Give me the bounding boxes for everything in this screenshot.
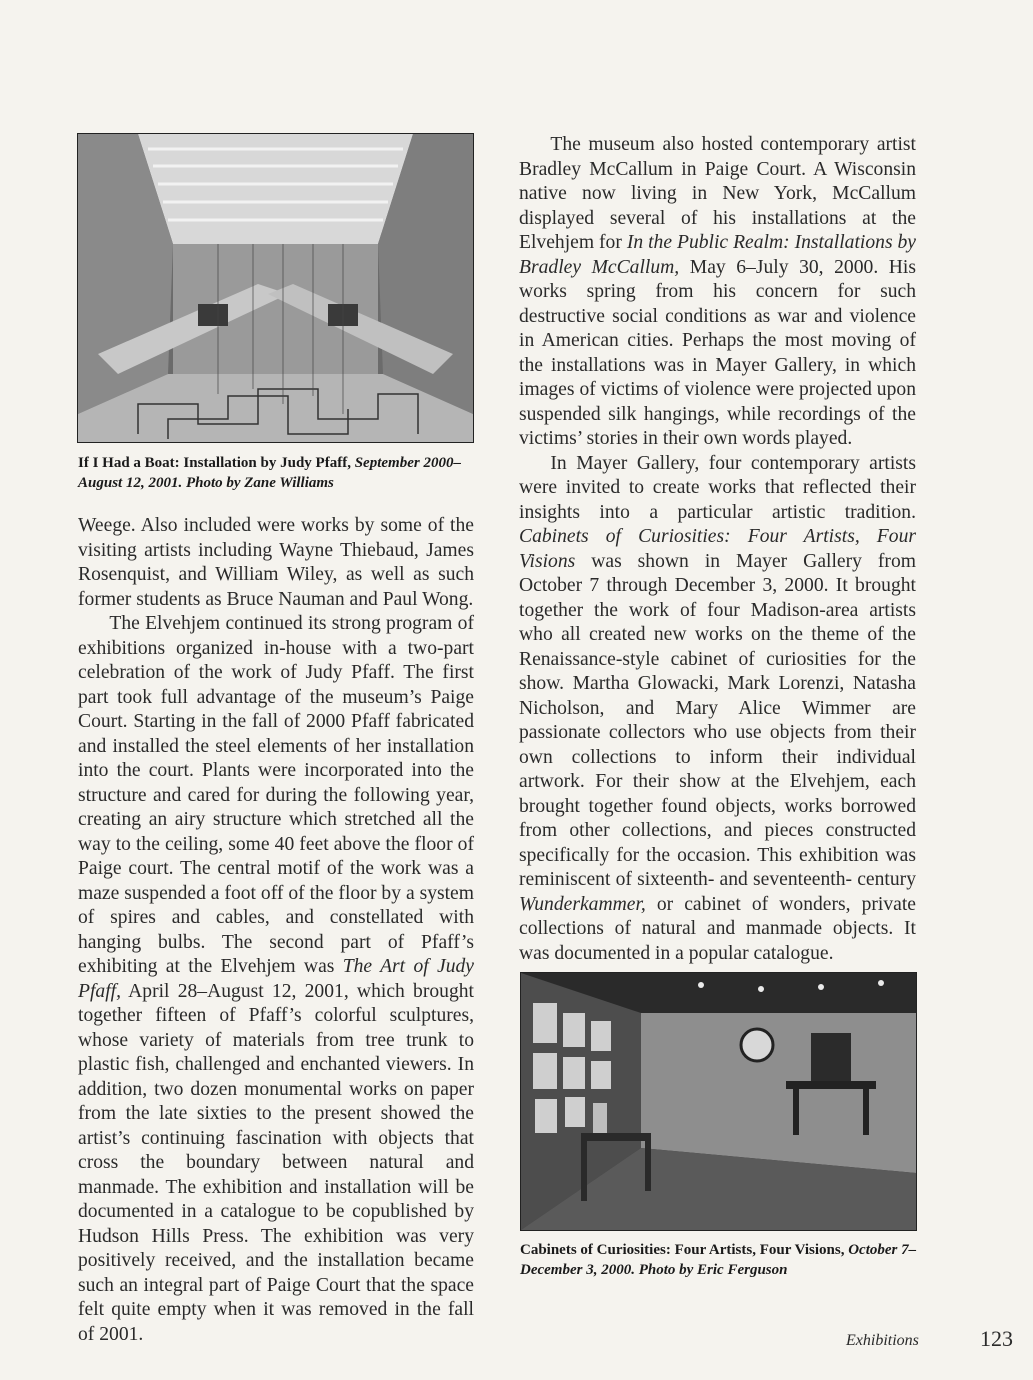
right-paragraph-1: The museum also hosted contemporary artist Bradley McCallum in Paige Court. A Wisconsin native now living in New York, McCallum displayed several of his installations at the Elvehjem for In the Public Realm: Installations by Bradley McCallum, May 6–July 30, 2000. His works spring from his concern for such destructive social conditions as war and violence in American cities. Perhaps the most moving of the installations was in Mayer Gallery, in which images of victims of violence were projected upon suspended silk hangings, while recordings of the victims’ stories in their own words played. xyxy=(519,134,917,449)
gallery-photo xyxy=(520,972,917,1231)
installation-photo-image xyxy=(78,134,473,442)
caption-title: If I Had a Boat: Installation by Judy Pfaff, xyxy=(78,455,355,471)
exhibition-title: The Art of Judy Pfaff, xyxy=(78,956,474,1002)
left-column xyxy=(78,514,474,1347)
installation-photo xyxy=(77,133,474,443)
right-paragraph-2: In Mayer Gallery, four contemporary artists were invited to create works that reflected their insights into a particular artistic tradition. Cabinets of Curiosities: Four Artists, Four Visions was shown in Mayer Gallery from October 7 through December 3, 2000. It brought together the work of four Madison-area artists who all created new works on the theme of the Renaissance-style cabinet of curiosities for the show. Martha Glowacki, Mark Lorenzi, Natasha Nicholson, and Mary Alice Wimmer are passionate collectors who use objects from their own collections to inform their individual artwork. For their show at the Elvehjem, each brought together found objects, works borrowed from other collections, and pieces constructed specifically for the occasion. This exhibition was reminiscent of sixteenth- and seventeenth- century Wunderkammer, or cabinet of wonders, private collections of natural and manmade objects. It was documented in a popular catalogue. xyxy=(519,452,916,964)
caption-title: Cabinets of Curiosities: Four Artists, Four Visions, xyxy=(520,1242,849,1258)
gallery-photo-caption xyxy=(520,1240,920,1280)
exhibition-title: In the Public Realm: Installations by Bradley McCallum, xyxy=(519,232,917,278)
installation-photo-caption xyxy=(78,453,478,493)
caption-credit: September 2000–August 12, 2001. Photo by Zane Williams xyxy=(78,455,461,491)
page-number: 123 xyxy=(980,1326,1013,1351)
right-column xyxy=(519,133,916,966)
exhibition-title: Cabinets of Curiosities: Four Artists, Four Visions xyxy=(519,526,916,572)
left-paragraph-1: Weege. Also included were works by some of the visiting artists including Wayne Thiebaud, James Rosenquist, and William Wiley, as well as such former students as Bruce Nauman and Paul Wong. xyxy=(78,515,474,610)
gallery-photo-image xyxy=(521,973,916,1230)
section-label: Exhibitions xyxy=(846,1332,919,1349)
term-wunderkammer: Wunderkammer, xyxy=(519,893,646,915)
left-paragraph-2: The Elvehjem continued its strong program of exhibitions organized in-house with a two-part celebration of the work of Judy Pfaff. The first part took full advantage of the museum’s Paige Court. Starting in the fall of 2000 Pfaff fabricated and installed the steel elements of her installation into the court. Plants were incorporated into the structure and cared for during the following year, creating an airy structure which stretched all the way to the ceiling, some 40 feet above the floor of Paige court. The central motif of the work was a maze suspended a foot off of the floor by a system of spires and cables, and constellated with hanging bulbs. The second part of Pfaff’s exhibiting at the Elvehjem was The Art of Judy Pfaff, April 28–August 12, 2001, which brought together fifteen of Pfaff’s colorful sculptures, whose variety of materials from tree trunk to plastic fish, challenged and enchanted viewers. In addition, two dozen monumental works on paper from the late sixties to the present showed the artist’s continuing fascination with objects that cross the boundary between natural and manmade. The exhibition and installation will be documented in a catalogue to be copublished by Hudson Hills Press. The exhibition was very positively received, and the installation became such an integral part of Paige Court that the space felt quite empty when it was removed in the fall of 2001. xyxy=(78,613,474,1345)
caption-credit: October 7–December 3, 2000. Photo by Eric Ferguson xyxy=(520,1242,917,1278)
